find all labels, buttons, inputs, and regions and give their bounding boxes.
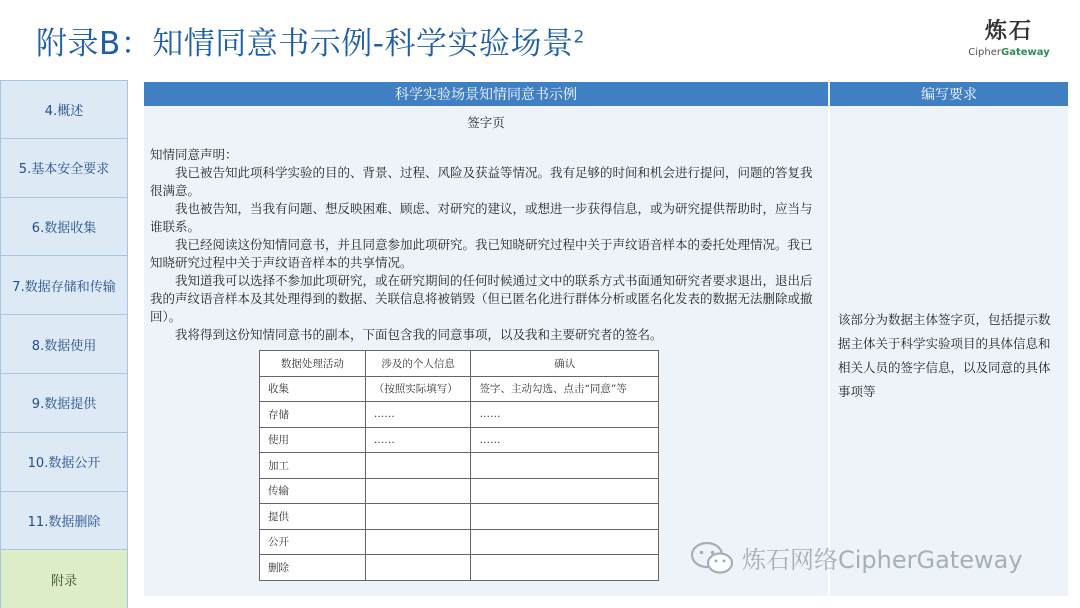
- table-row: [260, 453, 659, 479]
- logo-cn: 炼石: [984, 19, 1033, 44]
- consent-paragraph: 我也被告知，当我有问题、想反映困难、顾虑、对研究的建议，或想进一步获得信息，或为研究提供帮助时，应当与谁联系。: [150, 201, 813, 234]
- watermark-text: 炼石网络CipherGateway: [742, 546, 1023, 574]
- sidebar-item-appendix[interactable]: 附录: [0, 550, 128, 608]
- title-footnote: 2: [573, 27, 585, 48]
- table-row: [260, 427, 659, 453]
- table-cell: [365, 478, 471, 504]
- table-cell: ……: [471, 427, 659, 453]
- sidebar-nav: [0, 80, 128, 608]
- consent-paragraph: 我已经阅读这份知情同意书，并且同意参加此项研究。我已知晓研究过程中关于声纹语音样本的委托处理情况。我已知晓研究过程中关于声纹语音样本的共享情况。: [150, 237, 813, 270]
- signature-page-heading: 签字页: [467, 115, 505, 130]
- consent-paragraph: 我知道我可以选择不参加此项研究，或在研究期间的任何时候通过文中的联系方式书面通知研究者要求退出，退出后我的声纹语音样本及其处理得到的数据、关联信息将被销毁（但已匿名化进行群体分析或匿名化发表的数据无法删除或撤回）。: [150, 273, 813, 324]
- table-header-cell: 确认: [471, 351, 659, 377]
- sidebar-item-data-storage[interactable]: 7.数据存储和传输: [0, 256, 128, 315]
- table-cell: 删除: [260, 555, 366, 581]
- table-cell: [365, 453, 471, 479]
- table-row: [260, 529, 659, 555]
- table-row: [260, 478, 659, 504]
- column-divider: [828, 106, 830, 596]
- table-cell: [471, 504, 659, 530]
- sidebar-item-data-deletion[interactable]: 11.数据删除: [0, 492, 128, 551]
- sidebar-item-data-disclosure[interactable]: 10.数据公开: [0, 433, 128, 492]
- column-header-requirements: 编写要求: [830, 82, 1068, 106]
- wechat-icon: [690, 541, 734, 575]
- consent-paragraph: 我将得到这份知情同意书的副本，下面包含我的同意事项，以及我和主要研究者的签名。: [175, 327, 663, 342]
- table-cell: 加工: [260, 453, 366, 479]
- consent-items-table: [259, 350, 659, 581]
- table-cell: [471, 453, 659, 479]
- table-row: [260, 376, 659, 402]
- table-cell: [471, 478, 659, 504]
- table-header-cell: 数据处理活动: [260, 351, 366, 377]
- table-row: [260, 504, 659, 530]
- table-cell: （按照实际填写）: [365, 376, 471, 402]
- consent-intro: 知情同意声明：: [150, 147, 238, 162]
- requirement-text: 该部分为数据主体签字页，包括提示数据主体关于科学实验项目的具体信息和相关人员的签字信息，以及同意的具体事项等: [838, 312, 1051, 399]
- sidebar-item-overview[interactable]: 4.概述: [0, 80, 128, 139]
- table-cell: 存储: [260, 402, 366, 428]
- sidebar-item-data-collection[interactable]: 6.数据收集: [0, 198, 128, 257]
- table-cell: ……: [365, 427, 471, 453]
- sidebar-item-basic-security[interactable]: 5.基本安全要求: [0, 139, 128, 198]
- consent-paragraph: 我已被告知此项科学实验的目的、背景、过程、风险及获益等情况。我有足够的时间和机会进行提问，问题的答复我很满意。: [150, 165, 813, 198]
- table-cell: [471, 555, 659, 581]
- page-title: 附录B：知情同意书示例-科学实验场景$^2$: [36, 26, 585, 62]
- table-header-cell: 涉及的个人信息: [365, 351, 471, 377]
- column-header-example: 科学实验场景知情同意书示例: [144, 82, 828, 106]
- table-cell: 签字、主动勾选、点击“同意”等: [471, 376, 659, 402]
- table-row: [260, 555, 659, 581]
- sidebar-item-data-use[interactable]: 8.数据使用: [0, 315, 128, 374]
- table-cell: 提供: [260, 504, 366, 530]
- table-cell: [365, 555, 471, 581]
- table-cell: 使用: [260, 427, 366, 453]
- consent-form-text: [150, 114, 822, 344]
- table-cell: [471, 529, 659, 555]
- sidebar-item-data-provision[interactable]: 9.数据提供: [0, 374, 128, 433]
- table-cell: ……: [471, 402, 659, 428]
- wechat-watermark: [690, 540, 1023, 575]
- company-logo: [964, 14, 1054, 58]
- table-cell: 公开: [260, 529, 366, 555]
- content-table: [144, 82, 1068, 596]
- table-cell: 传输: [260, 478, 366, 504]
- table-cell: [365, 504, 471, 530]
- table-row: [260, 402, 659, 428]
- table-header-row: [260, 351, 659, 377]
- table-cell: [365, 529, 471, 555]
- table-cell: ……: [365, 402, 471, 428]
- table-cell: 收集: [260, 376, 366, 402]
- logo-en: CipherGateway: [968, 47, 1050, 58]
